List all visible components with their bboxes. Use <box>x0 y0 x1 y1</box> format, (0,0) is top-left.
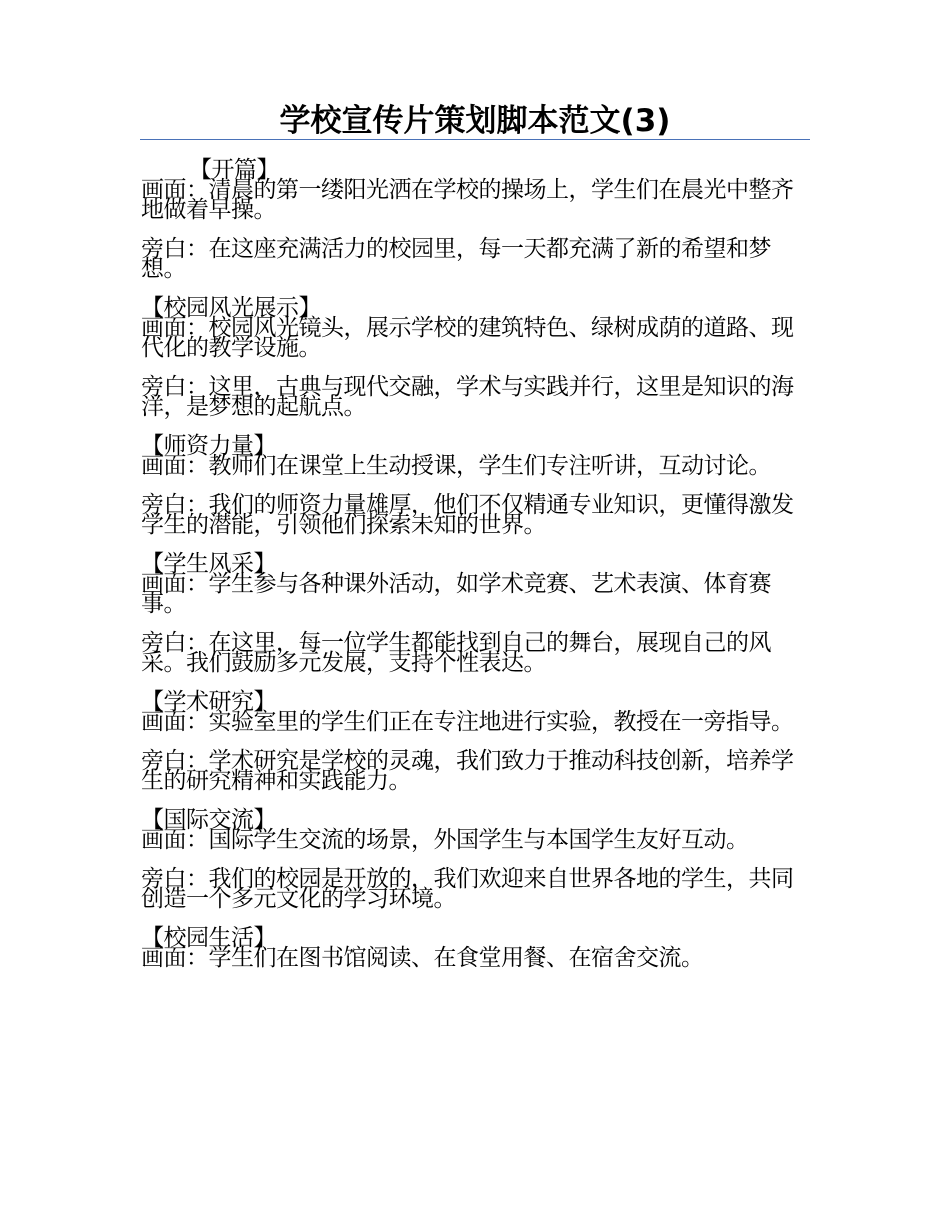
section-narration-campus-scenery: 旁白：这里，古典与现代交融，学术与实践并行，这里是知识的海洋，是梦想的起航点。 <box>141 374 794 420</box>
section-narration-faculty: 旁白：我们的师资力量雄厚，他们不仅精通专业知识，更懂得激发学生的潜能，引领他们探索未知的世界。 <box>141 492 794 538</box>
section-narration-international: 旁白：我们的校园是开放的，我们欢迎来自世界各地的学生，共同创造一个多元文化的学习环境。 <box>141 866 794 912</box>
section-heading-campus-scenery: 【校园风光展示】 <box>141 295 321 321</box>
section-heading-international: 【国际交流】 <box>141 807 276 833</box>
section-picture-research: 画面：实验室里的学生们正在专注地进行实验，教授在一旁指导。 <box>141 709 794 735</box>
section-heading-faculty: 【师资力量】 <box>141 433 276 459</box>
section-narration-research: 旁白：学术研究是学校的灵魂，我们致力于推动科技创新，培养学生的研究精神和实践能力。 <box>141 748 794 794</box>
section-picture-opening: 画面：清晨的第一缕阳光洒在学校的操场上，学生们在晨光中整齐地做着早操。 <box>141 177 794 223</box>
section-picture-faculty: 画面：教师们在课堂上生动授课，学生们专注听讲，互动讨论。 <box>141 453 771 479</box>
section-picture-student-life: 画面：学生参与各种课外活动，如学术竞赛、艺术表演、体育赛事。 <box>141 571 771 617</box>
section-picture-campus-scenery: 画面：校园风光镜头，展示学校的建筑特色、绿树成荫的道路、现代化的教学设施。 <box>141 315 794 361</box>
section-picture-campus-life: 画面：学生们在图书馆阅读、在食堂用餐、在宿舍交流。 <box>141 945 704 971</box>
section-heading-opening: 【开篇】 <box>189 157 279 183</box>
section-narration-opening: 旁白：在这座充满活力的校园里，每一天都充满了新的希望和梦想。 <box>141 236 771 282</box>
title-underline <box>140 139 810 140</box>
section-picture-international: 画面：国际学生交流的场景，外国学生与本国学生友好互动。 <box>141 827 749 853</box>
section-heading-research: 【学术研究】 <box>141 689 276 715</box>
section-heading-student-life: 【学生风采】 <box>141 551 276 577</box>
document-body <box>141 157 813 971</box>
section-narration-student-life: 旁白：在这里，每一位学生都能找到自己的舞台，展现自己的风采。我们鼓励多元发展，支持个性表达。 <box>141 630 771 676</box>
document-title: 学校宣传片策划脚本范文(3) <box>279 103 671 139</box>
section-heading-campus-life: 【校园生活】 <box>141 925 276 951</box>
